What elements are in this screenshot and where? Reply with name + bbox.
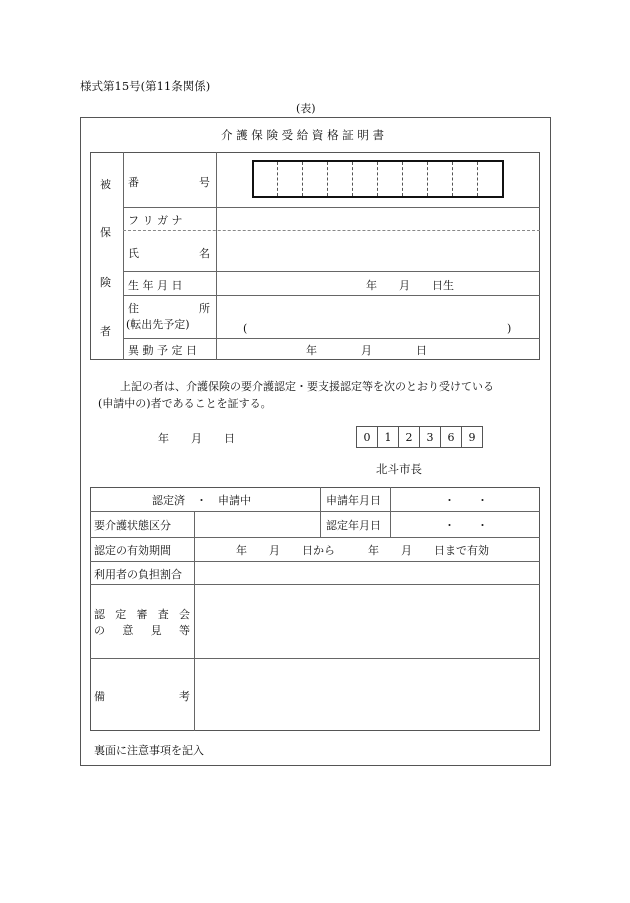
- review-label-2: の 意 見 等: [94, 624, 190, 637]
- name-field[interactable]: [217, 231, 539, 271]
- certified-or-pending[interactable]: 認定済 ・ 申請中: [152, 494, 251, 507]
- insurer-digit: 6: [440, 426, 462, 448]
- birth-label: 生 年 月 日: [128, 279, 183, 292]
- insurer-digit: 0: [356, 426, 378, 448]
- insurer-digit: 1: [377, 426, 399, 448]
- name-label: 氏 名: [128, 247, 210, 260]
- validity-label: 認定の有効期間: [94, 544, 171, 557]
- form-number: 様式第15号(第11条関係): [80, 79, 211, 93]
- insured-number-field[interactable]: [252, 160, 504, 198]
- burden-label: 利用者の負担割合: [94, 568, 182, 581]
- care-level-field[interactable]: [195, 512, 319, 536]
- review-label-1: 認 定 審 査 会: [94, 608, 190, 621]
- insured-char: 被: [100, 178, 111, 191]
- insured-char: 者: [100, 325, 111, 338]
- review-field[interactable]: [195, 585, 539, 657]
- cert-date-label: 認定年月日: [326, 519, 381, 532]
- insured-char: 険: [100, 276, 111, 289]
- care-level-label: 要介護状態区分: [94, 519, 171, 532]
- address-open-paren: (: [243, 322, 248, 335]
- insurer-digit: 2: [398, 426, 420, 448]
- furigana-field[interactable]: [217, 208, 539, 230]
- address-label: 住 所: [128, 302, 210, 315]
- insured-char: 保: [100, 226, 111, 239]
- insurer-digit: 9: [461, 426, 483, 448]
- certify-text-2: (申請中の)者であることを証する。: [98, 397, 272, 410]
- cert-date-value[interactable]: ・ ・: [444, 519, 488, 532]
- certificate-title: 介 護 保 険 受 給 資 格 証 明 書: [221, 128, 385, 142]
- address-close-paren: ): [507, 322, 512, 335]
- certify-text-1: 上記の者は、介護保険の要介護認定・要支援認定等を次のとおり受けている: [120, 380, 494, 393]
- burden-field[interactable]: [195, 562, 539, 584]
- furigana-label: フ リ ガ ナ: [128, 214, 183, 227]
- validity-value[interactable]: 年 月 日から 年 月 日まで有効: [236, 544, 489, 557]
- move-date-label: 異 動 予 定 日: [128, 344, 197, 357]
- address-field[interactable]: [252, 300, 502, 336]
- side-label: (表): [296, 102, 316, 115]
- remarks-label: 備 考: [94, 690, 190, 703]
- footer-note: 裏面に注意事項を記入: [94, 744, 204, 757]
- number-label: 番 号: [128, 176, 210, 189]
- move-date-value[interactable]: 年 月 日: [306, 344, 427, 357]
- insurer-digit: 3: [419, 426, 441, 448]
- remarks-field[interactable]: [195, 659, 539, 730]
- address-label-sub: (転出先予定): [126, 318, 190, 331]
- application-date-value[interactable]: ・ ・: [444, 494, 488, 507]
- birth-value[interactable]: 年 月 日生: [366, 279, 454, 292]
- mayor-name: 北斗市長: [376, 462, 422, 476]
- issue-date[interactable]: 年 月 日: [158, 432, 235, 445]
- application-date-label: 申請年月日: [326, 494, 381, 507]
